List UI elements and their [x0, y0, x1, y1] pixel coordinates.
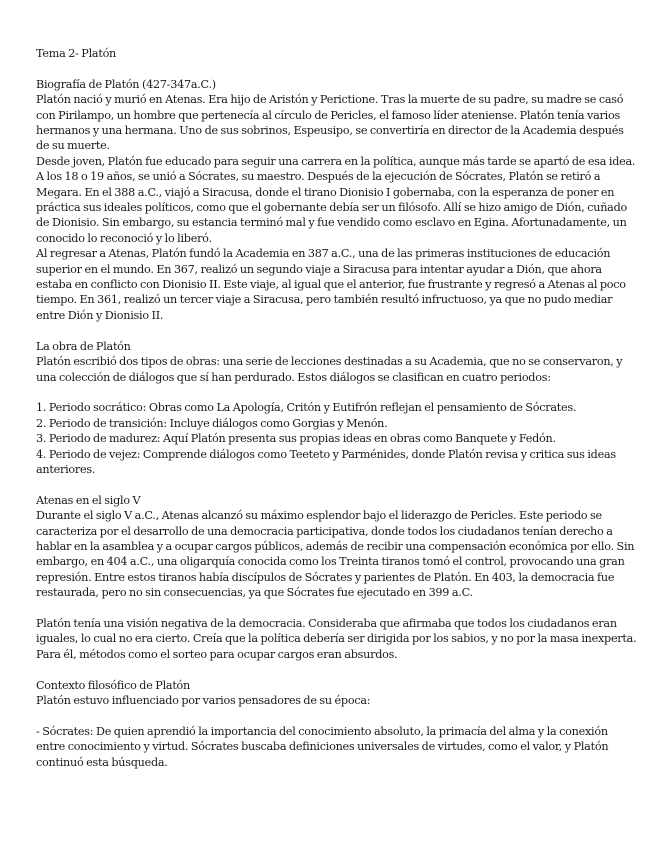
- text-line: práctica sus ideales políticos, como que el gobernante debía ser un filósofo. Allí se hizo amigo de Dión, cuñado: [36, 201, 627, 215]
- section-heading-contexto: Contexto filosófico de Platón: [36, 678, 190, 692]
- paragraph-biografia-1: [36, 92, 625, 154]
- text-line: continuó esta búsqueda.: [36, 755, 168, 769]
- paragraph-atenas-1: [36, 508, 635, 600]
- list-item: 3. Periodo de madurez: Aquí Platón presenta sus propias ideas en obras como Banquete y Fedón.: [36, 432, 556, 446]
- text-line: Al regresar a Atenas, Platón fundó la Academia en 387 a.C., una de las primeras instituciones de educación: [36, 247, 611, 261]
- text-line: entre Dión y Dionisio II.: [36, 308, 164, 322]
- paragraph-atenas-2: [36, 616, 637, 662]
- spacer: [36, 323, 625, 338]
- spacer: [36, 601, 625, 616]
- document-title: Tema 2- Platón: [36, 47, 117, 60]
- text-line: de Dionisio. Sin embargo, su estancia terminó mal y fue vendido como esclavo en Egina. Afortunadamente, un: [36, 216, 627, 230]
- text-line: con Pirilampo, un hombre que pertenecía al círculo de Pericles, el famoso líder ateniense. Platón tenía varios: [36, 108, 620, 122]
- text-line: caracteriza por el desarrollo de una democracia participativa, donde todos los ciudadanos tenían derecho a: [36, 524, 613, 538]
- text-line: represión. Entre estos tiranos había discípulos de Sócrates y parientes de Platón. En 403, la democracia fue: [36, 570, 615, 584]
- spacer: [36, 385, 625, 400]
- text-line: Platón tenía una visión negativa de la democracia. Consideraba que afirmaba que todos los ciudadanos eran: [36, 616, 617, 630]
- paragraph-contexto-2: [36, 724, 625, 770]
- text-line: estaba en conflicto con Dionisio II. Este viaje, al igual que el anterior, fue frustrante y regresó a Atenas al poco: [36, 278, 626, 292]
- section-heading-atenas: Atenas en el siglo V: [36, 493, 141, 507]
- spacer: [36, 477, 625, 492]
- text-line: Platón nació y murió en Atenas. Era hijo de Aristón y Perictione. Tras la muerte de su padre, su madre se casó: [36, 93, 624, 107]
- list-item: 2. Periodo de transición: Incluye diálogos como Gorgias y Menón.: [36, 416, 388, 430]
- text-line: hablar en la asamblea y a ocupar cargos públicos, además de recibir una compensación económica por ello. Sin: [36, 539, 635, 553]
- text-line: Durante el siglo V a.C., Atenas alcanzó su máximo esplendor bajo el liderazgo de Pericles. Este periodo se: [36, 509, 602, 523]
- text-line: tiempo. En 361, realizó un tercer viaje a Siracusa, pero también resultó infructuoso, ya que no pudo mediar: [36, 293, 613, 307]
- list-item-continuation: anteriores.: [36, 462, 96, 476]
- text-line: conocido lo reconoció y lo liberó.: [36, 231, 212, 245]
- paragraph-biografia-3: [36, 246, 625, 323]
- spacer: [36, 708, 625, 723]
- list-item: 1. Periodo socrático: Obras como La Apología, Critón y Eutifrón reflejan el pensamiento de Sócrates.: [36, 401, 577, 415]
- paragraph-biografia-2: [36, 154, 636, 246]
- list-item: 4. Periodo de vejez: Comprende diálogos como Teeteto y Parménides, donde Platón revisa y critica sus ideas: [36, 447, 616, 461]
- text-line: Desde joven, Platón fue educado para seguir una carrera en la política, aunque más tarde se apartó de esa idea.: [36, 154, 636, 168]
- text-line: de su muerte.: [36, 139, 110, 153]
- text-line: Megara. En el 388 a.C., viajó a Siracusa, donde el tirano Dionisio I gobernaba, con la esperanza de poner en: [36, 185, 615, 199]
- paragraph-obra-1: [36, 354, 625, 385]
- section-heading-biografia: Biografía de Platón (427-347a.C.): [36, 77, 216, 91]
- text-line: superior en el mundo. En 367, realizó un segundo viaje a Siracusa para intentar ayudar a Dión, que ahora: [36, 262, 602, 276]
- section-heading-obra: La obra de Platón: [36, 339, 131, 353]
- text-line: A los 18 o 19 años, se unió a Sócrates, su maestro. Después de la ejecución de Sócrates, Platón se retiró a: [36, 170, 601, 184]
- text-line: iguales, lo cual no era cierto. Creía que la política debería ser dirigida por los sabios, y no por la masa inexperta.: [36, 632, 637, 646]
- text-line: Platón escribió dos tipos de obras: una serie de lecciones destinadas a su Academia, que no se conservaron, y: [36, 355, 623, 369]
- text-line: entre conocimiento y virtud. Sócrates buscaba definiciones universales de virtudes, como el valor, y Platón: [36, 740, 609, 754]
- spacer: [36, 61, 625, 76]
- text-line: una colección de diálogos que sí han perdurado. Estos diálogos se clasifican en cuatro periodos:: [36, 370, 551, 384]
- paragraph-contexto-1: [36, 693, 625, 708]
- text-line: Para él, métodos como el sorteo para ocupar cargos eran absurdos.: [36, 647, 398, 661]
- text-line: - Sócrates: De quien aprendió la importancia del conocimiento absoluto, la primacía del alma y la conexión: [36, 724, 608, 738]
- text-line: Platón estuvo influenciado por varios pensadores de su época:: [36, 693, 371, 707]
- spacer: [36, 662, 625, 677]
- periods-list: [36, 400, 625, 477]
- text-line: hermanos y una hermana. Uno de sus sobrinos, Espeusipo, se convertiría en director de la Academia después: [36, 124, 624, 138]
- text-line: embargo, en 404 a.C., una oligarquía conocida como los Treinta tiranos tomó el control, provocando una gran: [36, 555, 625, 569]
- text-line: restaurada, pero no sin consecuencias, ya que Sócrates fue ejecutado en 399 a.C.: [36, 586, 473, 600]
